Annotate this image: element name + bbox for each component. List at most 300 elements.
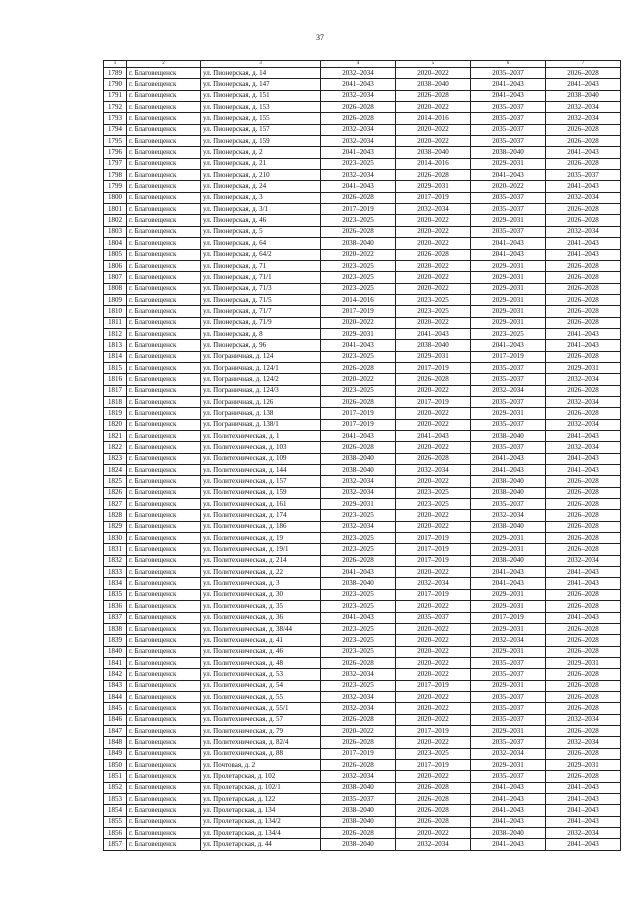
period-cell: 2026–2028 xyxy=(321,555,396,566)
period-cell: 2038–2040 xyxy=(471,521,546,532)
period-cell: 2020–2022 xyxy=(396,68,471,79)
period-cell: 2020–2022 xyxy=(396,669,471,680)
row-number: 1842 xyxy=(104,669,127,680)
period-cell: 2041–2043 xyxy=(471,567,546,578)
address-cell: ул. Пионерская, д. 3/1 xyxy=(201,204,321,215)
city-cell: г. Благовещенск xyxy=(127,181,201,192)
period-cell: 2035–2037 xyxy=(471,442,546,453)
table-row xyxy=(104,385,621,396)
period-cell: 2029–2031 xyxy=(546,362,621,373)
row-number: 1851 xyxy=(104,771,127,782)
period-cell: 2020–2022 xyxy=(396,646,471,657)
period-cell: 2020–2022 xyxy=(396,272,471,283)
address-cell: ул. Политехническая, д. 103 xyxy=(201,442,321,453)
period-cell: 2041–2043 xyxy=(546,79,621,90)
period-cell: 2020–2022 xyxy=(396,691,471,702)
period-cell: 2029–2031 xyxy=(471,215,546,226)
table-row xyxy=(104,408,621,419)
period-cell: 2023–2025 xyxy=(396,487,471,498)
column-header: 3 xyxy=(201,61,321,68)
period-cell: 2032–2034 xyxy=(546,714,621,725)
period-cell: 2035–2037 xyxy=(471,68,546,79)
period-cell: 2017–2019 xyxy=(321,408,396,419)
table-row xyxy=(104,623,621,634)
period-cell: 2026–2028 xyxy=(396,170,471,181)
period-cell: 2041–2043 xyxy=(471,465,546,476)
period-cell: 2032–2034 xyxy=(546,113,621,124)
period-cell: 2041–2043 xyxy=(321,340,396,351)
address-cell: ул. Политехническая, д. 48 xyxy=(201,657,321,668)
city-cell: г. Благовещенск xyxy=(127,204,201,215)
row-number: 1792 xyxy=(104,102,127,113)
period-cell: 2029–2031 xyxy=(321,328,396,339)
period-cell: 2023–2025 xyxy=(321,623,396,634)
period-cell: 2026–2028 xyxy=(546,589,621,600)
period-cell: 2041–2043 xyxy=(546,578,621,589)
city-cell: г. Благовещенск xyxy=(127,158,201,169)
city-cell: г. Благовещенск xyxy=(127,340,201,351)
period-cell: 2026–2028 xyxy=(546,215,621,226)
address-cell: ул. Политехническая, д. 79 xyxy=(201,725,321,736)
period-cell: 2038–2040 xyxy=(546,90,621,101)
period-cell: 2032–2034 xyxy=(471,385,546,396)
period-cell: 2029–2031 xyxy=(471,533,546,544)
period-cell: 2035–2037 xyxy=(471,669,546,680)
city-cell: г. Благовещенск xyxy=(127,419,201,430)
period-cell: 2023–2025 xyxy=(321,544,396,555)
period-cell: 2041–2043 xyxy=(546,238,621,249)
table-row xyxy=(104,612,621,623)
address-cell: ул. Пионерская, д. 64 xyxy=(201,238,321,249)
period-cell: 2029–2031 xyxy=(471,294,546,305)
period-cell: 2041–2043 xyxy=(396,431,471,442)
period-cell: 2026–2028 xyxy=(321,226,396,237)
table-row xyxy=(104,589,621,600)
period-cell: 2035–2037 xyxy=(471,102,546,113)
period-cell: 2026–2028 xyxy=(546,499,621,510)
table-row xyxy=(104,215,621,226)
city-cell: г. Благовещенск xyxy=(127,510,201,521)
address-cell: ул. Политехническая, д. 82/4 xyxy=(201,737,321,748)
period-cell: 2017–2019 xyxy=(321,748,396,759)
address-cell: ул. Пограничная, д. 138/1 xyxy=(201,419,321,430)
period-cell: 2041–2043 xyxy=(471,249,546,260)
period-cell: 2023–2025 xyxy=(321,385,396,396)
table-row xyxy=(104,113,621,124)
address-cell: ул. Политехническая, д. 54 xyxy=(201,680,321,691)
city-cell: г. Благовещенск xyxy=(127,113,201,124)
table-row xyxy=(104,759,621,770)
city-cell: г. Благовещенск xyxy=(127,79,201,90)
city-cell: г. Благовещенск xyxy=(127,476,201,487)
row-number: 1821 xyxy=(104,431,127,442)
period-cell: 2041–2043 xyxy=(471,839,546,850)
address-cell: ул. Пионерская, д. 71/9 xyxy=(201,317,321,328)
row-number: 1838 xyxy=(104,623,127,634)
period-cell: 2041–2043 xyxy=(546,249,621,260)
period-cell: 2038–2040 xyxy=(471,147,546,158)
row-number: 1834 xyxy=(104,578,127,589)
row-number: 1793 xyxy=(104,113,127,124)
row-number: 1798 xyxy=(104,170,127,181)
period-cell: 2029–2031 xyxy=(471,272,546,283)
period-cell: 2041–2043 xyxy=(471,90,546,101)
row-number: 1829 xyxy=(104,521,127,532)
period-cell: 2026–2028 xyxy=(546,635,621,646)
period-cell: 2026–2028 xyxy=(321,828,396,839)
period-cell: 2029–2031 xyxy=(471,260,546,271)
period-cell: 2041–2043 xyxy=(321,181,396,192)
address-cell: ул. Пионерская, д. 71 xyxy=(201,260,321,271)
period-cell: 2032–2034 xyxy=(396,204,471,215)
period-cell: 2026–2028 xyxy=(546,351,621,362)
table-row xyxy=(104,691,621,702)
address-cell: ул. Политехническая, д. 53 xyxy=(201,669,321,680)
period-cell: 2017–2019 xyxy=(471,351,546,362)
address-cell: ул. Пионерская, д. 210 xyxy=(201,170,321,181)
table-row xyxy=(104,124,621,135)
address-cell: ул. Пионерская, д. 155 xyxy=(201,113,321,124)
period-cell: 2041–2043 xyxy=(546,340,621,351)
row-number: 1818 xyxy=(104,396,127,407)
period-cell: 2041–2043 xyxy=(471,238,546,249)
row-number: 1791 xyxy=(104,90,127,101)
period-cell: 2038–2040 xyxy=(321,816,396,827)
period-cell: 2023–2025 xyxy=(321,260,396,271)
row-number: 1816 xyxy=(104,374,127,385)
period-cell: 2029–2031 xyxy=(396,181,471,192)
address-cell: ул. Почтовая, д. 2 xyxy=(201,759,321,770)
period-cell: 2026–2028 xyxy=(546,204,621,215)
row-number: 1827 xyxy=(104,499,127,510)
period-cell: 2041–2043 xyxy=(321,147,396,158)
period-cell: 2032–2034 xyxy=(471,635,546,646)
row-number: 1810 xyxy=(104,306,127,317)
city-cell: г. Благовещенск xyxy=(127,408,201,419)
address-cell: ул. Политехническая, д. 19/1 xyxy=(201,544,321,555)
period-cell: 2029–2031 xyxy=(471,725,546,736)
period-cell: 2017–2019 xyxy=(321,204,396,215)
period-cell: 2041–2043 xyxy=(546,431,621,442)
row-number: 1811 xyxy=(104,317,127,328)
period-cell: 2029–2031 xyxy=(546,657,621,668)
period-cell: 2038–2040 xyxy=(321,465,396,476)
city-cell: г. Благовещенск xyxy=(127,567,201,578)
table-row xyxy=(104,578,621,589)
address-cell: ул. Пионерская, д. 64/2 xyxy=(201,249,321,260)
address-cell: ул. Пионерская, д. 46 xyxy=(201,215,321,226)
address-cell: ул. Политехническая, д. 19 xyxy=(201,533,321,544)
period-cell: 2026–2028 xyxy=(546,521,621,532)
period-cell: 2026–2028 xyxy=(546,283,621,294)
period-cell: 2020–2022 xyxy=(396,635,471,646)
table-row xyxy=(104,646,621,657)
period-cell: 2020–2022 xyxy=(396,215,471,226)
city-cell: г. Благовещенск xyxy=(127,601,201,612)
address-cell: ул. Политехническая, д. 46 xyxy=(201,646,321,657)
period-cell: 2041–2043 xyxy=(546,567,621,578)
table-row xyxy=(104,374,621,385)
period-cell: 2035–2037 xyxy=(396,612,471,623)
period-cell: 2023–2025 xyxy=(396,306,471,317)
city-cell: г. Благовещенск xyxy=(127,737,201,748)
table-row xyxy=(104,204,621,215)
address-cell: ул. Пионерская, д. 2 xyxy=(201,147,321,158)
address-cell: ул. Политехническая, д. 38/44 xyxy=(201,623,321,634)
city-cell: г. Благовещенск xyxy=(127,725,201,736)
address-cell: ул. Пионерская, д. 159 xyxy=(201,136,321,147)
address-cell: ул. Политехническая, д. 109 xyxy=(201,453,321,464)
period-cell: 2026–2028 xyxy=(546,544,621,555)
period-cell: 2032–2034 xyxy=(321,68,396,79)
period-cell: 2041–2043 xyxy=(546,612,621,623)
period-cell: 2035–2037 xyxy=(471,396,546,407)
period-cell: 2026–2028 xyxy=(546,680,621,691)
row-number: 1840 xyxy=(104,646,127,657)
period-cell: 2032–2034 xyxy=(321,703,396,714)
page-number: 37 xyxy=(316,33,324,42)
city-cell: г. Благовещенск xyxy=(127,260,201,271)
period-cell: 2032–2034 xyxy=(321,521,396,532)
period-cell: 2041–2043 xyxy=(546,816,621,827)
address-cell: ул. Пионерская, д. 71/3 xyxy=(201,283,321,294)
row-number: 1847 xyxy=(104,725,127,736)
row-number: 1799 xyxy=(104,181,127,192)
period-cell: 2041–2043 xyxy=(321,79,396,90)
period-cell: 2023–2025 xyxy=(321,272,396,283)
address-cell: ул. Пионерская, д. 157 xyxy=(201,124,321,135)
period-cell: 2035–2037 xyxy=(471,136,546,147)
table-row xyxy=(104,226,621,237)
city-cell: г. Благовещенск xyxy=(127,691,201,702)
period-cell: 2032–2034 xyxy=(321,476,396,487)
city-cell: г. Благовещенск xyxy=(127,657,201,668)
address-cell: ул. Политехническая, д. 159 xyxy=(201,487,321,498)
table-row xyxy=(104,192,621,203)
address-cell: ул. Пионерская, д. 153 xyxy=(201,102,321,113)
city-cell: г. Благовещенск xyxy=(127,794,201,805)
period-cell: 2017–2019 xyxy=(396,362,471,373)
period-cell: 2041–2043 xyxy=(471,782,546,793)
period-cell: 2020–2022 xyxy=(396,828,471,839)
period-cell: 2038–2040 xyxy=(471,828,546,839)
period-cell: 2020–2022 xyxy=(321,374,396,385)
row-number: 1833 xyxy=(104,567,127,578)
period-cell: 2032–2034 xyxy=(546,737,621,748)
table-row xyxy=(104,90,621,101)
period-cell: 2026–2028 xyxy=(321,396,396,407)
period-cell: 2026–2028 xyxy=(321,759,396,770)
address-cell: ул. Пионерская, д. 8 xyxy=(201,328,321,339)
period-cell: 2029–2031 xyxy=(546,759,621,770)
period-cell: 2020–2022 xyxy=(471,181,546,192)
period-cell: 2029–2031 xyxy=(396,351,471,362)
period-cell: 2038–2040 xyxy=(321,805,396,816)
period-cell: 2032–2034 xyxy=(546,374,621,385)
period-cell: 2032–2034 xyxy=(321,771,396,782)
period-cell: 2038–2040 xyxy=(321,578,396,589)
period-cell: 2035–2037 xyxy=(471,226,546,237)
row-number: 1796 xyxy=(104,147,127,158)
row-number: 1815 xyxy=(104,362,127,373)
period-cell: 2032–2034 xyxy=(321,136,396,147)
period-cell: 2026–2028 xyxy=(546,476,621,487)
period-cell: 2038–2040 xyxy=(396,340,471,351)
period-cell: 2041–2043 xyxy=(546,147,621,158)
period-cell: 2023–2025 xyxy=(321,533,396,544)
city-cell: г. Благовещенск xyxy=(127,748,201,759)
address-cell: ул. Пионерская, д. 21 xyxy=(201,158,321,169)
period-cell: 2023–2025 xyxy=(321,158,396,169)
period-cell: 2032–2034 xyxy=(396,839,471,850)
period-cell: 2026–2028 xyxy=(546,533,621,544)
period-cell: 2032–2034 xyxy=(546,396,621,407)
table-row xyxy=(104,147,621,158)
period-cell: 2023–2025 xyxy=(321,215,396,226)
period-cell: 2020–2022 xyxy=(396,385,471,396)
period-cell: 2041–2043 xyxy=(321,612,396,623)
period-cell: 2032–2034 xyxy=(546,419,621,430)
header-row xyxy=(104,61,621,68)
row-number: 1854 xyxy=(104,805,127,816)
address-cell: ул. Политехническая, д. 30 xyxy=(201,589,321,600)
city-cell: г. Благовещенск xyxy=(127,555,201,566)
period-cell: 2020–2022 xyxy=(396,136,471,147)
period-cell: 2026–2028 xyxy=(546,601,621,612)
city-cell: г. Благовещенск xyxy=(127,136,201,147)
period-cell: 2041–2043 xyxy=(471,170,546,181)
city-cell: г. Благовещенск xyxy=(127,816,201,827)
period-cell: 2026–2028 xyxy=(546,669,621,680)
city-cell: г. Благовещенск xyxy=(127,669,201,680)
address-cell: ул. Политехническая, д. 36 xyxy=(201,612,321,623)
row-number: 1832 xyxy=(104,555,127,566)
row-number: 1820 xyxy=(104,419,127,430)
period-cell: 2029–2031 xyxy=(471,680,546,691)
period-cell: 2026–2028 xyxy=(396,794,471,805)
city-cell: г. Благовещенск xyxy=(127,612,201,623)
city-cell: г. Благовещенск xyxy=(127,283,201,294)
period-cell: 2026–2028 xyxy=(546,260,621,271)
period-cell: 2035–2037 xyxy=(471,703,546,714)
period-cell: 2038–2040 xyxy=(471,476,546,487)
table-row xyxy=(104,782,621,793)
city-cell: г. Благовещенск xyxy=(127,238,201,249)
row-number: 1822 xyxy=(104,442,127,453)
city-cell: г. Благовещенск xyxy=(127,578,201,589)
period-cell: 2026–2028 xyxy=(396,249,471,260)
period-cell: 2026–2028 xyxy=(321,362,396,373)
table-body xyxy=(104,68,621,851)
period-cell: 2017–2019 xyxy=(396,396,471,407)
table-row xyxy=(104,657,621,668)
period-cell: 2026–2028 xyxy=(396,90,471,101)
table-row xyxy=(104,442,621,453)
period-cell: 2035–2037 xyxy=(471,771,546,782)
address-cell: ул. Пионерская, д. 3 xyxy=(201,192,321,203)
city-cell: г. Благовещенск xyxy=(127,170,201,181)
period-cell: 2041–2043 xyxy=(546,782,621,793)
period-cell: 2035–2037 xyxy=(471,204,546,215)
period-cell: 2038–2040 xyxy=(321,238,396,249)
period-cell: 2020–2022 xyxy=(396,567,471,578)
period-cell: 2035–2037 xyxy=(471,374,546,385)
address-cell: ул. Политехническая, д. 186 xyxy=(201,521,321,532)
period-cell: 2020–2022 xyxy=(321,249,396,260)
period-cell: 2032–2034 xyxy=(546,555,621,566)
period-cell: 2029–2031 xyxy=(471,158,546,169)
period-cell: 2026–2028 xyxy=(546,623,621,634)
period-cell: 2026–2028 xyxy=(546,703,621,714)
period-cell: 2041–2043 xyxy=(546,181,621,192)
row-number: 1845 xyxy=(104,703,127,714)
address-cell: ул. Пионерская, д. 71/1 xyxy=(201,272,321,283)
housing-schedule-table xyxy=(103,60,621,851)
period-cell: 2032–2034 xyxy=(546,102,621,113)
period-cell: 2029–2031 xyxy=(471,646,546,657)
address-cell: ул. Пионерская, д. 147 xyxy=(201,79,321,90)
table-row xyxy=(104,238,621,249)
period-cell: 2014–2016 xyxy=(321,294,396,305)
address-cell: ул. Политехническая, д. 41 xyxy=(201,635,321,646)
table-row xyxy=(104,419,621,430)
address-cell: ул. Пионерская, д. 71/7 xyxy=(201,306,321,317)
period-cell: 2026–2028 xyxy=(546,725,621,736)
row-number: 1836 xyxy=(104,601,127,612)
row-number: 1797 xyxy=(104,158,127,169)
period-cell: 2020–2022 xyxy=(396,238,471,249)
period-cell: 2041–2043 xyxy=(321,567,396,578)
city-cell: г. Благовещенск xyxy=(127,385,201,396)
period-cell: 2035–2037 xyxy=(321,794,396,805)
period-cell: 2038–2040 xyxy=(471,487,546,498)
row-number: 1790 xyxy=(104,79,127,90)
period-cell: 2017–2019 xyxy=(396,759,471,770)
period-cell: 2026–2028 xyxy=(546,691,621,702)
period-cell: 2020–2022 xyxy=(396,521,471,532)
period-cell: 2032–2034 xyxy=(546,442,621,453)
city-cell: г. Благовещенск xyxy=(127,362,201,373)
period-cell: 2026–2028 xyxy=(546,385,621,396)
row-number: 1825 xyxy=(104,476,127,487)
city-cell: г. Благовещенск xyxy=(127,465,201,476)
period-cell: 2026–2028 xyxy=(546,68,621,79)
period-cell: 2032–2034 xyxy=(321,124,396,135)
city-cell: г. Благовещенск xyxy=(127,192,201,203)
row-number: 1837 xyxy=(104,612,127,623)
row-number: 1789 xyxy=(104,68,127,79)
period-cell: 2029–2031 xyxy=(471,283,546,294)
period-cell: 2032–2034 xyxy=(396,465,471,476)
period-cell: 2041–2043 xyxy=(471,340,546,351)
period-cell: 2017–2019 xyxy=(321,306,396,317)
period-cell: 2020–2022 xyxy=(396,419,471,430)
period-cell: 2038–2040 xyxy=(321,453,396,464)
period-cell: 2020–2022 xyxy=(396,703,471,714)
period-cell: 2020–2022 xyxy=(396,102,471,113)
row-number: 1801 xyxy=(104,204,127,215)
period-cell: 2017–2019 xyxy=(471,612,546,623)
city-cell: г. Благовещенск xyxy=(127,782,201,793)
period-cell: 2017–2019 xyxy=(396,555,471,566)
row-number: 1814 xyxy=(104,351,127,362)
period-cell: 2032–2034 xyxy=(396,578,471,589)
city-cell: г. Благовещенск xyxy=(127,635,201,646)
period-cell: 2020–2022 xyxy=(396,408,471,419)
row-number: 1805 xyxy=(104,249,127,260)
period-cell: 2023–2025 xyxy=(321,680,396,691)
table-row xyxy=(104,567,621,578)
